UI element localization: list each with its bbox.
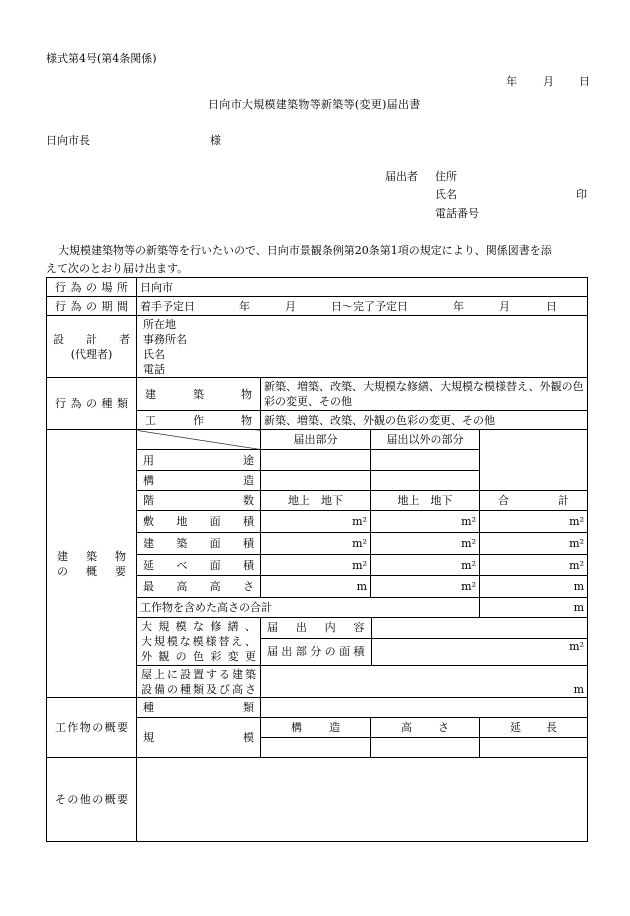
designer-name-label: 氏名 xyxy=(143,347,165,361)
applicant-label: 届出者 xyxy=(385,170,418,183)
building-area-total[interactable]: m² xyxy=(480,533,588,555)
scale-length-value[interactable] xyxy=(480,738,588,758)
other-overview-label: その他の概要 xyxy=(47,758,137,842)
floors-label: 階数 xyxy=(137,491,261,511)
rooftop-line1: 屋上に設置する建築 xyxy=(141,667,256,681)
scale-length-header: 延長 xyxy=(480,718,588,738)
max-height-other[interactable]: m² xyxy=(371,576,480,598)
notify-area-value[interactable]: m² xyxy=(569,639,584,653)
period-label: 行為の期間 xyxy=(47,297,137,316)
date-month-label: 月 xyxy=(543,75,554,88)
designer-address-label: 所在地 xyxy=(143,317,176,331)
building-area-notified[interactable]: m² xyxy=(261,533,371,555)
building-area-other[interactable]: m² xyxy=(371,533,480,555)
designer-phone-label: 電話 xyxy=(143,362,165,376)
action-type-label: 行為の種類 xyxy=(47,378,137,430)
max-height-label: 最高高さ xyxy=(137,576,261,598)
max-height-notified[interactable]: m xyxy=(261,576,371,598)
renovation-subtable xyxy=(261,618,587,665)
floor-area-total[interactable]: m² xyxy=(480,555,588,576)
site-area-notified[interactable]: m² xyxy=(261,511,371,533)
date-day-label: 日 xyxy=(579,75,590,88)
type-structure-options[interactable]: 新築、増築、改築、外観の色彩の変更、その他 xyxy=(261,411,588,430)
use-label: 用途 xyxy=(137,450,261,471)
diagonal-header-cell xyxy=(137,430,261,450)
period-end-day: 日 xyxy=(546,300,557,313)
floor-area-other[interactable]: m² xyxy=(371,555,480,576)
date-year-label: 年 xyxy=(506,75,517,88)
location-value[interactable]: 日向市 xyxy=(137,278,588,297)
rooftop-value[interactable]: m xyxy=(261,666,588,698)
kind-value[interactable] xyxy=(261,698,588,718)
structure-notified[interactable] xyxy=(261,471,371,491)
designer-office-label: 事務所名 xyxy=(143,332,187,346)
col-notified-header: 届出部分 xyxy=(261,430,371,450)
floor-area-notified[interactable]: m² xyxy=(261,555,371,576)
scale-structure-value[interactable] xyxy=(261,738,371,758)
scale-height-header: 高さ xyxy=(371,718,480,738)
scale-label: 規模 xyxy=(137,718,261,758)
type-structure-label: 工作物 xyxy=(137,411,261,430)
designer-label-line2: (代理者) xyxy=(70,347,113,361)
rooftop-line2: 設備の種類及び高さ xyxy=(141,682,256,696)
kind-label: 種類 xyxy=(137,698,261,718)
notify-area-label: 届出部分の面積 xyxy=(261,638,371,665)
structure-overview-label: 工作物の概要 xyxy=(47,698,137,758)
building-overview-line1: 建築物 xyxy=(57,549,126,563)
floors-notified[interactable]: 地上 地下 xyxy=(261,491,371,511)
period-mid: 日〜完了予定日 xyxy=(331,300,408,313)
period-value[interactable] xyxy=(137,297,588,316)
max-height-total[interactable]: m xyxy=(480,576,588,598)
floor-area-label: 延べ面積 xyxy=(137,555,261,576)
location-label: 行為の場所 xyxy=(47,278,137,297)
scale-structure-header: 構造 xyxy=(261,718,371,738)
designer-label xyxy=(47,316,137,378)
period-end-year: 年 xyxy=(453,300,464,313)
building-overview-line2: の概要 xyxy=(57,564,126,578)
building-overview-label xyxy=(47,430,137,698)
document-title: 日向市大規模建築物等新築等(変更)届出書 xyxy=(208,98,421,111)
designer-fields[interactable] xyxy=(137,316,588,378)
type-building-label: 建築物 xyxy=(137,378,261,411)
use-notified[interactable] xyxy=(261,450,371,471)
other-overview-value[interactable] xyxy=(137,758,588,842)
renovation-fields xyxy=(261,618,588,666)
period-start-month: 月 xyxy=(285,300,296,313)
renovation-line2: 大規模な模様替え、 xyxy=(141,635,256,648)
honorific: 様 xyxy=(210,134,221,147)
form-number: 様式第4号(第4条関係) xyxy=(46,52,157,65)
designer-label-line1: 設計者 xyxy=(53,332,130,346)
type-building-options[interactable]: 新築、増築、改築、大規模な修繕、大規模な模様替え、外観の色彩の変更、その他 xyxy=(261,378,588,411)
addressee: 日向市長 xyxy=(46,134,90,147)
notify-content-value[interactable] xyxy=(371,618,587,638)
renovation-line3: 外観の色彩変更 xyxy=(141,650,256,663)
building-area-label: 建築面積 xyxy=(137,533,261,555)
height-incl-value[interactable]: m xyxy=(480,598,588,618)
renovation-line1: 大規模な修繕、 xyxy=(141,620,256,633)
applicant-phone-label: 電話番号 xyxy=(435,207,479,220)
renovation-label xyxy=(137,618,261,666)
seal-mark: 印 xyxy=(576,188,587,201)
structure-label: 構造 xyxy=(137,471,261,491)
rooftop-label xyxy=(137,666,261,698)
blank-upper-right xyxy=(480,430,588,491)
floors-other[interactable]: 地上 地下 xyxy=(371,491,480,511)
period-start-year: 年 xyxy=(239,300,250,313)
notification-form-table xyxy=(46,277,588,842)
height-incl-label: 工作物を含めた高さの合計 xyxy=(137,598,480,618)
period-end-month: 月 xyxy=(499,300,510,313)
floors-total[interactable]: 合計 xyxy=(480,491,588,511)
structure-other[interactable] xyxy=(371,471,480,491)
intro-line-2: えて次のとおり届け出ます。 xyxy=(46,262,189,275)
col-other-header: 届出以外の部分 xyxy=(371,430,480,450)
notify-content-label: 届出内容 xyxy=(261,618,371,638)
site-area-total[interactable]: m² xyxy=(480,511,588,533)
site-area-label: 敷地面積 xyxy=(137,511,261,533)
applicant-address-label: 住所 xyxy=(435,170,457,183)
site-area-other[interactable]: m² xyxy=(371,511,480,533)
period-start-label: 着手予定日 xyxy=(140,299,195,313)
applicant-name-label: 氏名 xyxy=(435,188,457,201)
scale-height-value[interactable] xyxy=(371,738,480,758)
use-other[interactable] xyxy=(371,450,480,471)
intro-line-1: 大規模建築物等の新築等を行いたいので、日向市景観条例第20条第1項の規定により、関係図書を添 xyxy=(58,244,552,257)
